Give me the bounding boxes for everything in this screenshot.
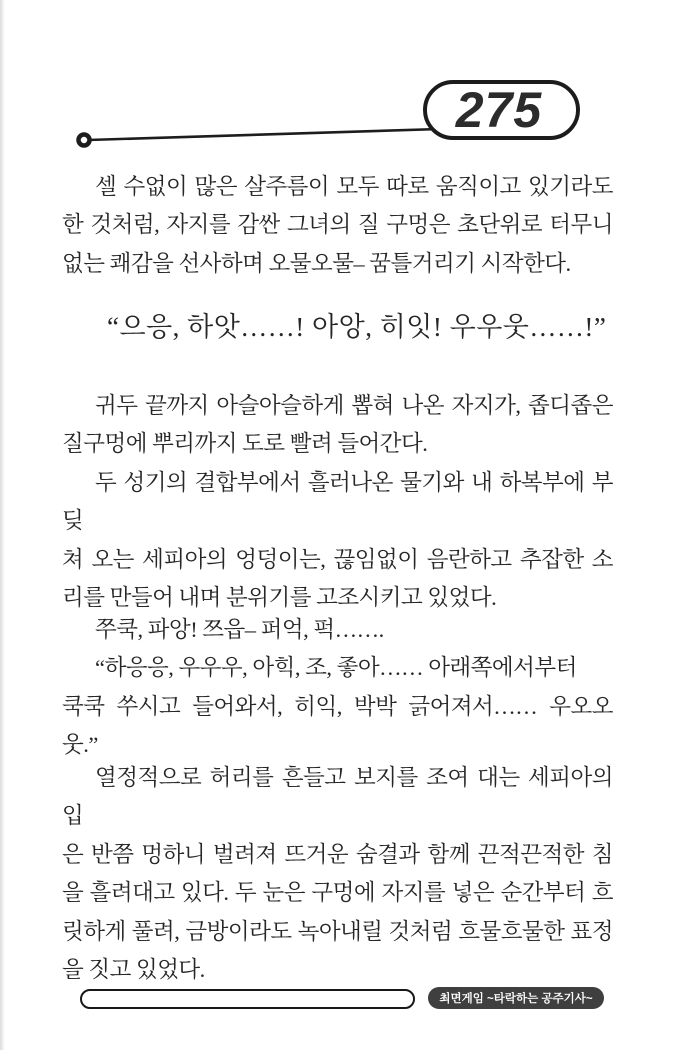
text-line: 귀두 끝까지 아슬아슬하게 뽑혀 나온 자지가, 좁디좁은 bbox=[95, 393, 613, 418]
dialogue-large bbox=[62, 305, 613, 350]
series-title-badge bbox=[428, 987, 604, 1009]
text-line: 을 짓고 있었다. bbox=[62, 957, 205, 983]
text-line: 쭈쿡, 파앙! 쯔읍– 퍼억, 퍽……. bbox=[95, 617, 384, 642]
paragraph-2 bbox=[62, 387, 613, 617]
paragraph-1 bbox=[62, 168, 613, 283]
text-line: 쿡쿡 쑤시고 들어와서, 히익, 박박 긁어져서…… 우오오 bbox=[62, 693, 613, 719]
text-line: 질구멍에 뿌리까지 도로 빨려 들어간다. bbox=[62, 431, 428, 457]
page-number-leader-line bbox=[0, 0, 673, 165]
page-number: 275 bbox=[455, 82, 543, 138]
leader-line bbox=[88, 129, 440, 140]
footer-note-box bbox=[80, 989, 415, 1009]
ring-icon bbox=[79, 135, 90, 146]
text-line: 은 반쯤 멍하니 벌려져 뜨거운 숨결과 함께 끈적끈적한 침 bbox=[62, 841, 613, 867]
series-title: 최면게임 ~타락하는 공주기사~ bbox=[439, 993, 593, 1005]
text-line: 쳐 오는 세피아의 엉덩이는, 끊임없이 음란하고 추잡한 소 bbox=[62, 546, 613, 572]
text-line: 한 것처럼, 자지를 감싼 그녀의 질 구멍은 초단위로 터무니 bbox=[62, 212, 613, 238]
text-line: “으응, 하앗……! 아앙, 히잇! 우우웃……!” bbox=[107, 312, 607, 342]
text-line: 셀 수없이 많은 살주름이 모두 따로 움직이고 있기라도 bbox=[95, 174, 613, 199]
text-line: 릿하게 풀려, 금방이라도 녹아내릴 것처럼 흐물흐물한 표정 bbox=[62, 918, 613, 944]
text-line: 을 흘려대고 있다. 두 눈은 구멍에 자지를 넣은 순간부터 흐 bbox=[62, 880, 613, 906]
text-line: 두 성기의 결합부에서 흘러나온 물기와 내 하복부에 부딪 bbox=[62, 469, 613, 534]
text-line: 리를 만들어 내며 분위기를 고조시키고 있었다. bbox=[62, 585, 497, 611]
page-number-badge bbox=[423, 80, 580, 140]
paragraph-4 bbox=[62, 759, 613, 989]
text-line: 웃.” bbox=[62, 732, 98, 758]
text-line: 열정적으로 허리를 흔들고 보지를 조여 대는 세피아의 입 bbox=[62, 765, 613, 829]
paragraph-3 bbox=[62, 611, 613, 765]
text-line: 없는 쾌감을 선사하며 오물오물– 꿈틀거리기 시작한다. bbox=[62, 250, 571, 276]
text-line: “하응응, 우우우, 아힉, 조, 좋아…… 아래쪽에서부터 bbox=[95, 655, 577, 681]
